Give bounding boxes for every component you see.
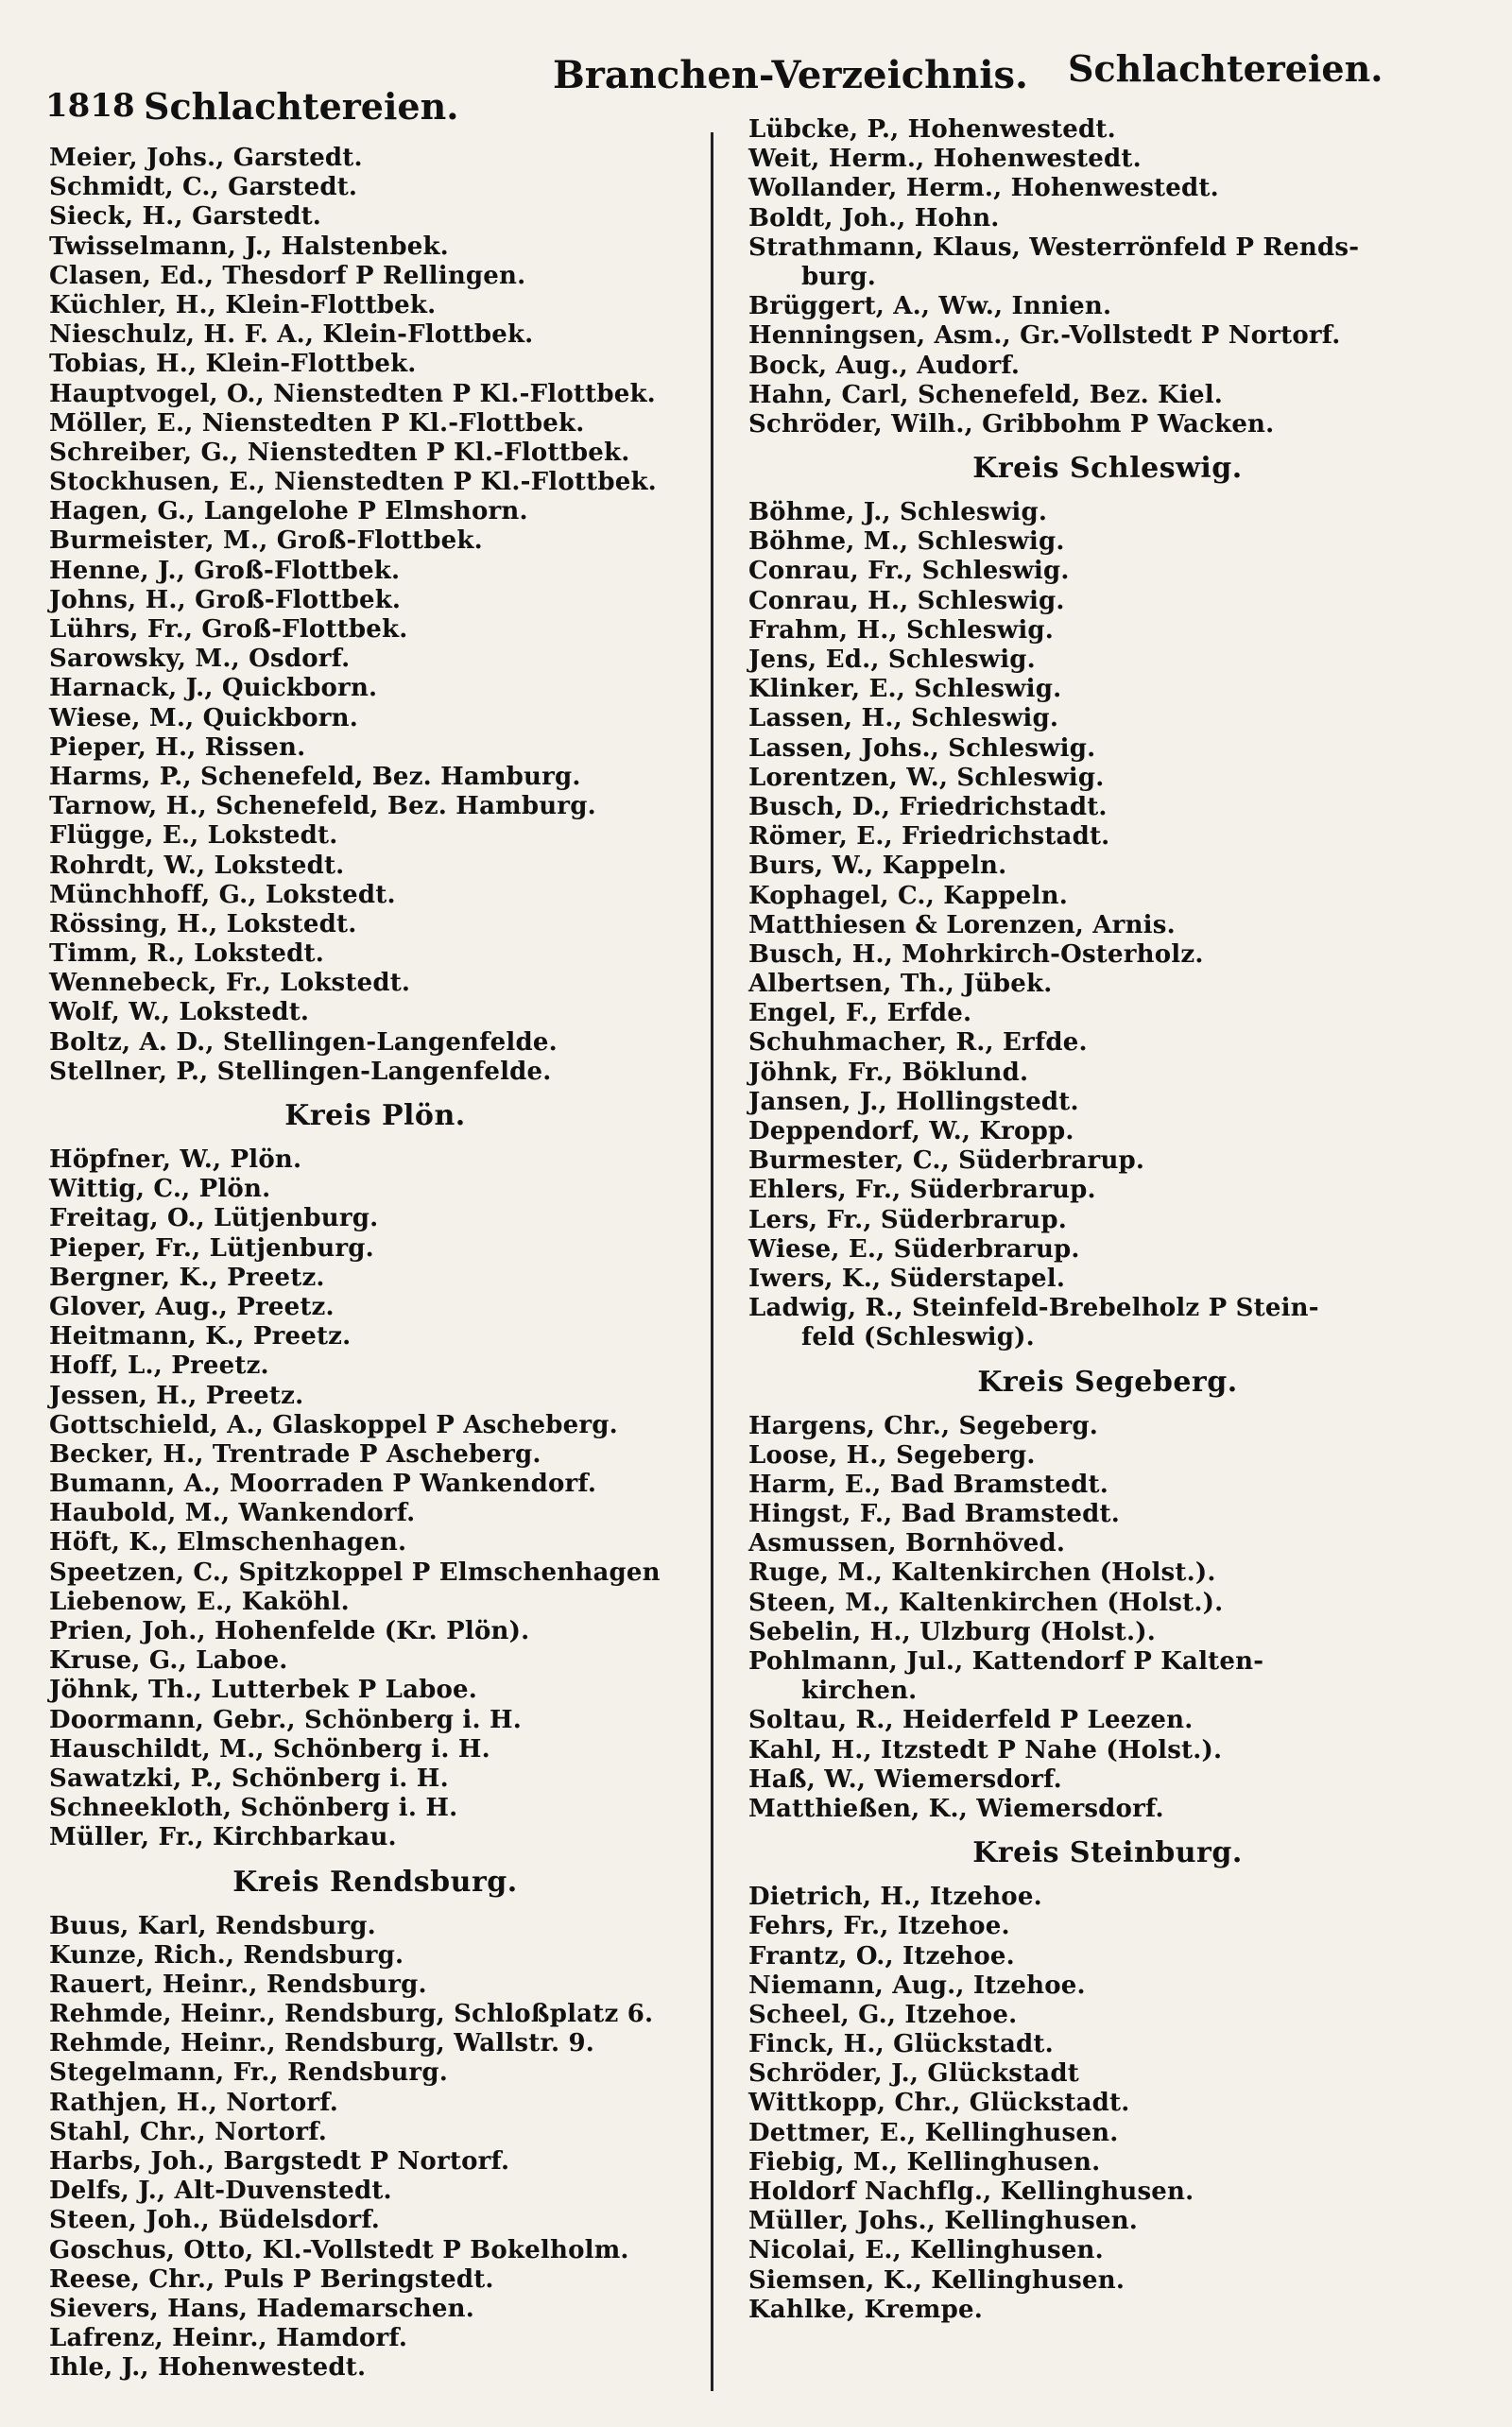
directory-entry: Ruge, M., Kaltenkirchen (Holst.).: [748, 1558, 1216, 1588]
directory-entry: Böhme, J., Schleswig.: [748, 498, 1048, 527]
directory-entry: Sievers, Hans, Hademarschen.: [49, 2294, 474, 2323]
directory-entry: Nicolai, E., Kellinghusen.: [748, 2236, 1104, 2265]
directory-entry: Wiese, M., Quickborn.: [49, 703, 359, 732]
directory-entry: Burs, W., Kappeln.: [748, 852, 1007, 881]
page-number: 1818: [45, 87, 135, 125]
directory-entry: Glover, Aug., Preetz.: [49, 1292, 335, 1321]
directory-entry: Matthiesen & Lorenzen, Arnis.: [748, 910, 1176, 939]
directory-entry: Küchler, H., Klein-Flottbek.: [49, 290, 437, 319]
directory-entry: Weit, Herm., Hohenwestedt.: [748, 145, 1142, 174]
directory-entry: Kophagel, C., Kappeln.: [748, 881, 1068, 910]
section-heading: Kreis Schleswig.: [972, 452, 1243, 486]
directory-entry: Becker, H., Trentrade P Ascheberg.: [49, 1439, 541, 1469]
directory-entry: Frantz, O., Itzehoe.: [748, 1941, 1015, 1971]
directory-entry: Deppendorf, W., Kropp.: [748, 1117, 1074, 1145]
directory-entry: Lassen, Johs., Schleswig.: [748, 733, 1096, 763]
directory-entry: Timm, R., Lokstedt.: [49, 939, 324, 969]
section-heading: Kreis Segeberg.: [977, 1365, 1238, 1399]
left-running-title: Schlachtereien.: [144, 85, 459, 128]
directory-entry: Iwers, K., Süderstapel.: [748, 1264, 1066, 1293]
directory-entry: Fehrs, Fr., Itzehoe.: [748, 1912, 1010, 1941]
directory-entry: Hingst, F., Bad Bramstedt.: [748, 1500, 1120, 1529]
directory-entry: Wennebeck, Fr., Lokstedt.: [49, 969, 411, 998]
directory-entry: Frahm, H., Schleswig.: [748, 615, 1055, 645]
directory-entry: Lübcke, P., Hohenwestedt.: [748, 115, 1116, 144]
directory-entry: Boldt, Joh., Hohn.: [748, 203, 1000, 232]
directory-entry: Wolf, W., Lokstedt.: [49, 998, 310, 1027]
directory-entry: Reese, Chr., Puls P Beringstedt.: [49, 2264, 494, 2294]
directory-entry: Rehmde, Heinr., Rendsburg, Schloßplatz 6.: [49, 2000, 654, 2029]
directory-entry: Lührs, Fr., Groß-Flottbek.: [49, 615, 408, 644]
directory-entry: Rathjen, H., Nortorf.: [49, 2088, 339, 2117]
directory-entry: Jens, Ed., Schleswig.: [748, 645, 1036, 674]
directory-entry: Rössing, H., Lokstedt.: [49, 909, 357, 938]
directory-entry: Delfs, J., Alt-Duvenstedt.: [49, 2177, 392, 2206]
directory-entry: Jöhnk, Fr., Böklund.: [748, 1058, 1029, 1087]
directory-entry: Lassen, H., Schleswig.: [748, 704, 1059, 733]
directory-entry: Finck, H., Glückstadt.: [748, 2030, 1054, 2059]
section-heading: Kreis Steinburg.: [972, 1836, 1243, 1870]
directory-entry: Harnack, J., Quickborn.: [49, 674, 378, 703]
directory-entry: Jöhnk, Th., Lutterbek P Laboe.: [49, 1676, 478, 1705]
directory-entry: Boltz, A. D., Stellingen-Langenfelde.: [49, 1027, 558, 1057]
directory-entry: Ehlers, Fr., Süderbrarup.: [748, 1176, 1096, 1205]
page-header: [0, 42, 1512, 127]
directory-entry: Wiese, E., Süderbrarup.: [748, 1234, 1080, 1264]
column-divider: [711, 132, 713, 2391]
directory-entry: Stegelmann, Fr., Rendsburg.: [49, 2058, 448, 2088]
directory-entry: Harm, E., Bad Bramstedt.: [748, 1470, 1109, 1499]
directory-entry: Hoff, L., Preetz.: [49, 1351, 269, 1381]
directory-entry: Stahl, Chr., Nortorf.: [49, 2117, 327, 2146]
directory-entry: Schneekloth, Schönberg i. H.: [49, 1794, 458, 1823]
directory-entry: Jansen, J., Hollingstedt.: [748, 1087, 1079, 1116]
directory-entry: Höpfner, W., Plön.: [49, 1145, 302, 1174]
directory-entry: Matthießen, K., Wiemersdorf.: [748, 1794, 1164, 1823]
directory-entry: Kruse, G., Laboe.: [49, 1646, 288, 1676]
directory-entry: Harbs, Joh., Bargstedt P Nortorf.: [49, 2147, 510, 2176]
directory-entry: Conrau, H., Schleswig.: [748, 586, 1065, 615]
directory-entry: Ladwig, R., Steinfeld-Brebelholz P Stein-: [748, 1294, 1319, 1323]
left-column: [49, 144, 701, 2384]
directory-entry: Strathmann, Klaus, Westerrönfeld P Rends-: [748, 232, 1360, 262]
directory-entry: Goschus, Otto, Kl.-Vollstedt P Bokelholm.: [49, 2235, 629, 2264]
directory-entry: Busch, H., Mohrkirch-Osterholz.: [748, 939, 1204, 969]
directory-entry: Bumann, A., Moorraden P Wankendorf.: [49, 1470, 597, 1499]
center-running-title: Branchen-Verzeichnis.: [553, 53, 1028, 97]
directory-entry: Schmidt, C., Garstedt.: [49, 173, 358, 202]
directory-entry: Sawatzki, P., Schönberg i. H.: [49, 1764, 449, 1793]
directory-entry: Twisselmann, J., Halstenbek.: [49, 232, 449, 261]
right-column: [748, 115, 1467, 2325]
directory-entry: Scheel, G., Itzehoe.: [748, 2000, 1018, 2029]
directory-entry: Brüggert, A., Ww., Innien.: [748, 292, 1112, 321]
directory-entry: Meier, Johs., Garstedt.: [49, 144, 363, 172]
directory-entry: Conrau, Fr., Schleswig.: [748, 557, 1070, 586]
directory-entry: Hauptvogel, O., Nienstedten P Kl.-Flottbek.: [49, 379, 656, 408]
directory-entry: Rehmde, Heinr., Rendsburg, Wallstr. 9.: [49, 2029, 595, 2058]
directory-entry: Ihle, J., Hohenwestedt.: [49, 2353, 367, 2383]
directory-entry: Holdorf Nachflg., Kellinghusen.: [748, 2177, 1194, 2206]
directory-entry: Engel, F., Erfde.: [748, 999, 972, 1028]
directory-entry: Dietrich, H., Itzehoe.: [748, 1883, 1042, 1912]
directory-entry: Müller, Johs., Kellinghusen.: [748, 2207, 1139, 2236]
directory-entry: Jessen, H., Preetz.: [49, 1381, 304, 1410]
directory-entry: Fiebig, M., Kellinghusen.: [748, 2147, 1101, 2177]
directory-entry: Hahn, Carl, Schenefeld, Bez. Kiel.: [748, 380, 1224, 409]
directory-entry: Henningsen, Asm., Gr.-Vollstedt P Nortorf.: [748, 321, 1341, 351]
directory-entry: Stockhusen, E., Nienstedten P Kl.-Flottbek.: [49, 468, 657, 497]
directory-entry: Nieschulz, H. F. A., Klein-Flottbek.: [49, 320, 534, 350]
directory-entry: Speetzen, C., Spitzkoppel P Elmschenhagen: [49, 1558, 661, 1587]
directory-entry: Müller, Fr., Kirchbarkau.: [49, 1823, 397, 1852]
directory-entry: Haubold, M., Wankendorf.: [49, 1499, 416, 1528]
directory-entry: Sarowsky, M., Osdorf.: [49, 645, 351, 674]
directory-entry: Busch, D., Friedrichstadt.: [748, 792, 1108, 821]
directory-entry: Burmester, C., Süderbrarup.: [748, 1146, 1145, 1176]
directory-entry: Prien, Joh., Hohenfelde (Kr. Plön).: [49, 1617, 530, 1645]
directory-entry: Möller, E., Nienstedten P Kl.-Flottbek.: [49, 408, 585, 438]
directory-entry: Lorentzen, W., Schleswig.: [748, 763, 1105, 792]
directory-entry: Steen, M., Kaltenkirchen (Holst.).: [748, 1588, 1224, 1617]
directory-entry: Doormann, Gebr., Schönberg i. H.: [49, 1705, 522, 1734]
directory-entry: Sebelin, H., Ulzburg (Holst.).: [748, 1617, 1156, 1646]
directory-entry: Gottschield, A., Glaskoppel P Ascheberg.: [49, 1410, 618, 1439]
directory-entry: Buus, Karl, Rendsburg.: [49, 1911, 376, 1940]
directory-entry: Tarnow, H., Schenefeld, Bez. Hamburg.: [49, 792, 596, 821]
directory-entry: Rauert, Heinr., Rendsburg.: [49, 1970, 427, 1999]
directory-entry: Pieper, Fr., Lütjenburg.: [49, 1233, 374, 1263]
directory-entry: Rohrdt, W., Lokstedt.: [49, 851, 345, 880]
directory-entry: Kahlke, Krempe.: [748, 2295, 984, 2324]
directory-entry: Sieck, H., Garstedt.: [49, 202, 322, 232]
directory-entry-continuation: kirchen.: [801, 1677, 918, 1706]
directory-entry: Pohlmann, Jul., Kattendorf P Kalten-: [748, 1647, 1264, 1676]
directory-entry: Stellner, P., Stellingen-Langenfelde.: [49, 1057, 552, 1086]
directory-entry: Clasen, Ed., Thesdorf P Rellingen.: [49, 261, 526, 290]
directory-entry-continuation: feld (Schleswig).: [801, 1323, 1035, 1352]
directory-entry: Wittig, C., Plön.: [49, 1175, 271, 1204]
directory-entry: Flügge, E., Lokstedt.: [49, 821, 338, 851]
directory-entry: Pieper, H., Rissen.: [49, 732, 306, 762]
directory-entry: Steen, Joh., Büdelsdorf.: [49, 2206, 381, 2235]
directory-entry: Hargens, Chr., Segeberg.: [748, 1411, 1099, 1440]
directory-entry: Asmussen, Bornhöved.: [748, 1529, 1066, 1558]
section-heading: Kreis Rendsburg.: [232, 1865, 518, 1899]
directory-entry: Wittkopp, Chr., Glückstadt.: [748, 2089, 1130, 2118]
directory-entry: Niemann, Aug., Itzehoe.: [748, 1971, 1086, 2000]
directory-entry: Schreiber, G., Nienstedten P Kl.-Flottbek.: [49, 438, 630, 467]
directory-entry: Siemsen, K., Kellinghusen.: [748, 2265, 1125, 2295]
directory-entry: Harms, P., Schenefeld, Bez. Hamburg.: [49, 762, 581, 791]
directory-entry: Heitmann, K., Preetz.: [49, 1322, 352, 1351]
directory-entry: Johns, H., Groß-Flottbek.: [49, 585, 402, 614]
directory-entry: Dettmer, E., Kellinghusen.: [748, 2118, 1119, 2147]
directory-entry: Römer, E., Friedrichstadt.: [748, 822, 1110, 852]
directory-entry: Kahl, H., Itzstedt P Nahe (Holst.).: [748, 1735, 1223, 1764]
directory-entry: Hauschildt, M., Schönberg i. H.: [49, 1734, 490, 1764]
directory-entry: Kunze, Rich., Rendsburg.: [49, 1940, 404, 1970]
directory-entry: Loose, H., Segeberg.: [748, 1440, 1036, 1470]
directory-entry: Liebenow, E., Kaköhl.: [49, 1587, 350, 1616]
directory-entry: Burmeister, M., Groß-Flottbek.: [49, 526, 483, 556]
directory-entry: Haß, W., Wiemersdorf.: [748, 1764, 1062, 1794]
directory-entry: Soltau, R., Heiderfeld P Leezen.: [748, 1706, 1194, 1735]
directory-entry: Schuhmacher, R., Erfde.: [748, 1028, 1088, 1058]
directory-entry: Klinker, E., Schleswig.: [748, 675, 1062, 704]
directory-entry: Freitag, O., Lütjenburg.: [49, 1204, 379, 1233]
directory-entry: Schröder, J., Glückstadt: [748, 2059, 1079, 2089]
directory-entry: Höft, K., Elmschenhagen.: [49, 1528, 407, 1558]
directory-entry: Bock, Aug., Audorf.: [748, 351, 1021, 380]
right-running-title: Schlachtereien.: [1068, 47, 1383, 90]
directory-entry: Wollander, Herm., Hohenwestedt.: [748, 174, 1219, 203]
directory-entry-continuation: burg.: [801, 262, 877, 291]
directory-entry: Bergner, K., Preetz.: [49, 1263, 325, 1292]
directory-entry: Henne, J., Groß-Flottbek.: [49, 556, 401, 585]
directory-entry: Tobias, H., Klein-Flottbek.: [49, 350, 417, 379]
section-heading: Kreis Plön.: [284, 1099, 466, 1132]
directory-entry: Münchhoff, G., Lokstedt.: [49, 880, 396, 909]
directory-entry: Hagen, G., Langelohe P Elmshorn.: [49, 497, 528, 526]
directory-entry: Lers, Fr., Süderbrarup.: [748, 1205, 1067, 1234]
directory-entry: Böhme, M., Schleswig.: [748, 527, 1065, 557]
directory-entry: Albertsen, Th., Jübek.: [748, 970, 1053, 999]
directory-entry: Schröder, Wilh., Gribbohm P Wacken.: [748, 409, 1275, 439]
directory-entry: Lafrenz, Heinr., Hamdorf.: [49, 2324, 408, 2353]
